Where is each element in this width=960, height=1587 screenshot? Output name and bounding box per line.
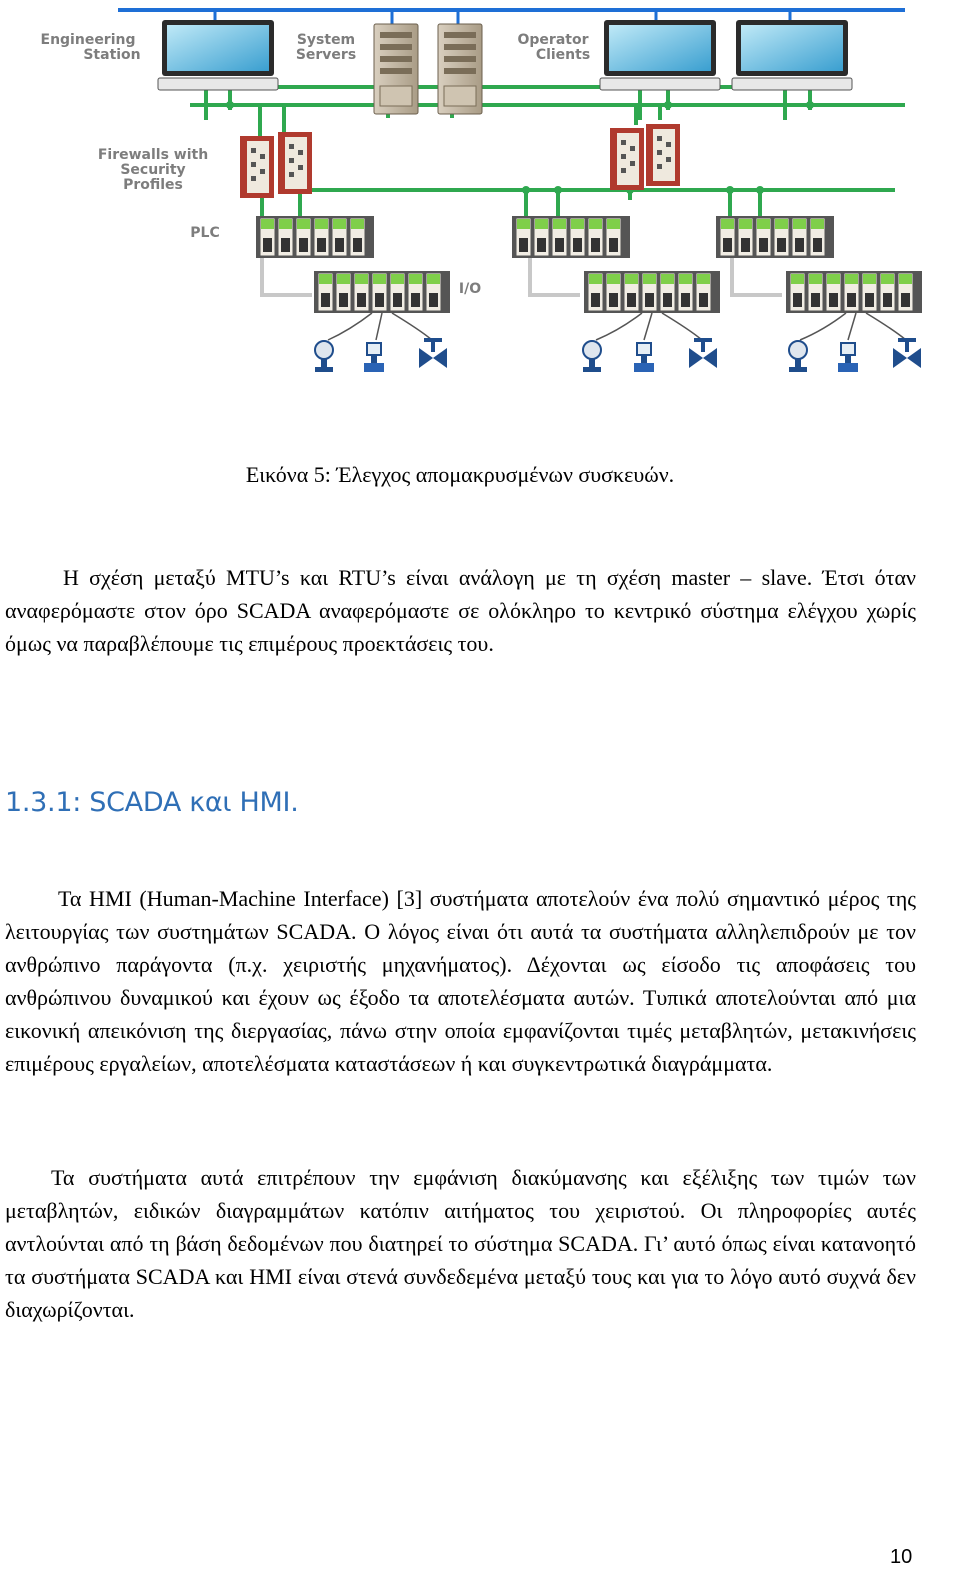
system-server-2 (438, 24, 482, 114)
plc-rack-3 (716, 216, 834, 258)
engineering-station-monitor (158, 20, 278, 90)
label-system-servers-2: Servers (295, 47, 357, 63)
section-heading: 1.3.1: SCADA και HMI. (5, 787, 299, 818)
label-engineering-station-1: Engineering (40, 32, 136, 48)
valve-icon (893, 338, 921, 368)
io-rack-2 (584, 271, 720, 313)
label-system-servers-1: System (296, 32, 356, 48)
system-server-1 (374, 24, 418, 114)
plc-rack-1 (256, 216, 374, 258)
valve-icon (689, 338, 717, 368)
pressure-sensor-icon (583, 341, 601, 372)
label-io: I/O (458, 281, 482, 297)
firewall-1 (240, 136, 274, 198)
page-number: 10 (890, 1546, 913, 1568)
pressure-sensor-icon (315, 341, 333, 372)
firewall-2 (278, 132, 312, 194)
io-rack-3 (786, 271, 922, 313)
flow-meter-icon (364, 343, 384, 372)
label-operator-clients-1: Operator (517, 32, 589, 48)
operator-client-monitor-1 (600, 20, 720, 90)
operator-client-monitor-2 (732, 20, 852, 90)
figure-caption: Εικόνα 5: Έλεγχος απομακρυσμένων συσκευών. (245, 462, 675, 487)
flow-meter-icon (634, 343, 654, 372)
paragraph-hmi-description: Τα HMI (Human-Machine Interface) [3] συστήματα αποτελούν ένα πολύ σημαντικό μέρος της λειτουργίας των συστημάτων SCADA. Ο λόγος είναι ότι αυτά τα συστήματα αλληλεπιδρούν με τον ανθρώπινο παράγοντα (π.χ. χειριστής μηχανήματος). Δέχονται ως είσοδο τις αποφάσεις του ανθρώπινου δυναμικού και έχουν ως έξοδο τα αποτελέσματα αυτών. Τυπικά αποτελούνται από μια εικονική απεικόνιση της διεργασίας, πάνω στην οποία εμφανίζονται τιμές μεταβλητών, μετακινήσεις επιμέρους εργαλείων, αποτελέσματα καταστάσεων ή και συγκεντρωτικά διαγράμματα. (5, 886, 916, 1076)
label-plc: PLC (190, 225, 220, 241)
firewall-4 (646, 124, 680, 186)
paragraph-hmi-scada-relation: Τα συστήματα αυτά επιτρέπουν την εμφάνιση διακύμανσης και εξέλιξης των τιμών των μεταβλητών, ειδικών διαγραμμάτων κατόπιν αιτήματος του χειριστού. Οι πληροφορίες αυτές αντλούνται από τη βάση δεδομένων που διατηρεί το σύστημα SCADA. Γι’ αυτό όπως είναι κατανοητό τα συστήματα SCADA και HMI είναι στενά συνδεδεμένα μεταξύ τους και για το λόγο αυτό συχνά δεν διαχωρίζονται. (5, 1165, 916, 1322)
label-firewalls-3: Profiles (123, 177, 183, 193)
plc-rack-2 (512, 216, 630, 258)
paragraph-mtu-rtu: Η σχέση μεταξύ MTU’s και RTU’s είναι ανάλογη με τη σχέση master – slave. Έτσι όταν αναφερόμαστε στον όρο SCADA αναφερόμαστε σε ολόκληρο το κεντρικό σύστημα ελέγχου χωρίς όμως να παραβλέπουμε τις επιμέρους προεκτάσεις του. (5, 565, 916, 656)
scada-network-diagram (0, 0, 960, 390)
pressure-sensor-icon (789, 341, 807, 372)
field-wires (328, 313, 906, 340)
flow-meter-icon (838, 343, 858, 372)
label-firewalls-1: Firewalls with (97, 147, 209, 163)
label-firewalls-2: Security (120, 162, 186, 178)
label-operator-clients-2: Clients (535, 47, 591, 63)
firewall-3 (610, 128, 644, 190)
io-rack-1 (314, 271, 450, 313)
label-engineering-station-2: Station (83, 47, 141, 63)
valve-icon (419, 338, 447, 368)
